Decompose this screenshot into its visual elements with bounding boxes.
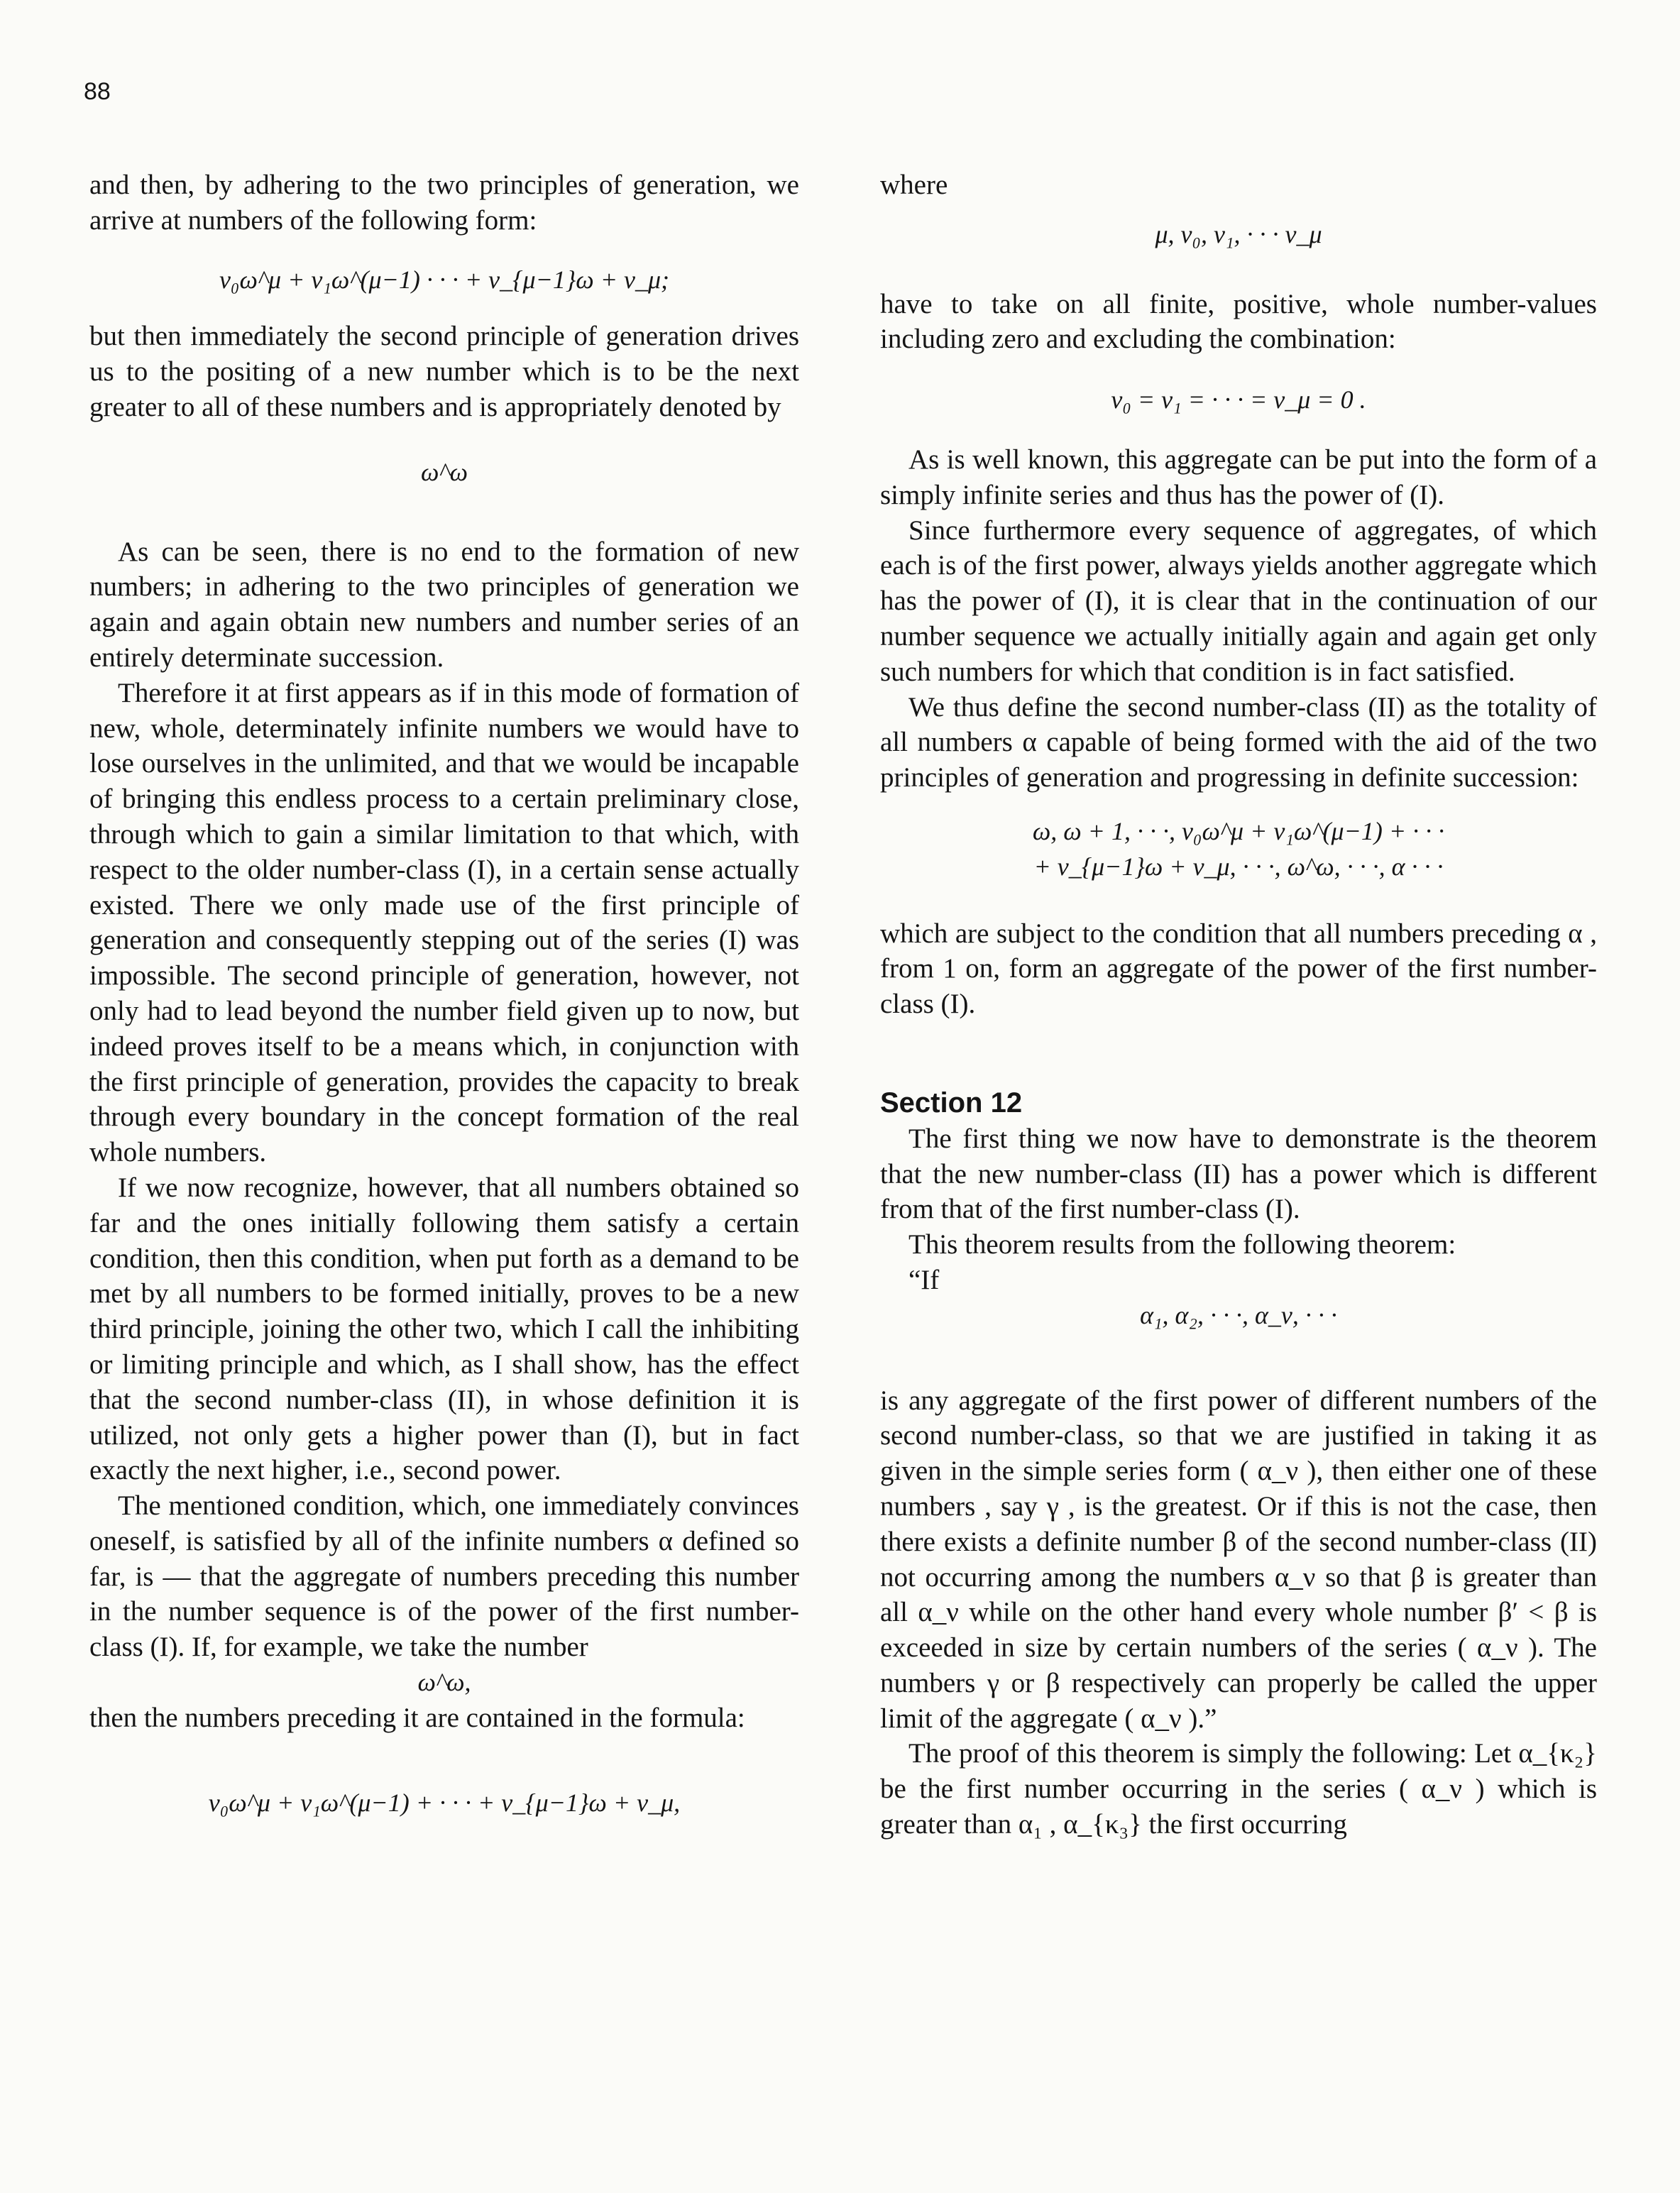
- page-number: 88: [84, 78, 111, 105]
- paragraph: and then, by adhering to the two principles of generation, we arrive at numbers of the following form:: [89, 170, 799, 236]
- paragraph: then the numbers preceding it are contained in the formula:: [89, 1702, 745, 1733]
- paragraph: Therefore it at first appears as if in this mode of formation of new, whole, determinately infinite numbers we would have to lose ourselves in the unlimited, and that we would be incapable of bringing this endless process to a certain preliminary close, through which to gain a similar limitation to that which, with respect to the older number-class (I), in a certain sense actually existed. There we only made use of the first principle of generation and consequently stepping out of the series (I) was impossible. The second principle of generation, however, not only had to lead beyond the number field given up to now, but indeed proves itself to be a means which, in conjunction with the first principle of generation, provides the capacity to break through every boundary in the concept formation of the real whole numbers.: [89, 677, 799, 1168]
- equation: ω^ω: [420, 457, 468, 486]
- equation: ω^ω,: [417, 1668, 471, 1697]
- equation: μ, ν₀, ν₁, · · · ν_μ: [1155, 219, 1322, 248]
- paragraph: where: [880, 170, 948, 200]
- left-column: [89, 167, 799, 1820]
- paragraph: As is well known, this aggregate can be put into the form of a simply infinite series and thus has the power of (I).: [880, 444, 1597, 510]
- equation: ω, ω + 1, · · ·, ν₀ω^μ + ν₁ω^(μ−1) + · · ·: [1032, 816, 1445, 845]
- right-column: [880, 167, 1597, 1842]
- equation: ν₀ω^μ + ν₁ω^(μ−1) · · · + ν_{μ−1}ω + ν_μ;: [219, 265, 670, 294]
- paragraph: This theorem results from the following theorem:: [908, 1229, 1456, 1260]
- equation: ν₀ = ν₁ = · · · = ν_μ = 0 .: [1111, 385, 1366, 414]
- paragraph: which are subject to the condition that all numbers preceding α , from 1 on, form an aggregate of the power of the first number-class (I).: [880, 918, 1597, 1020]
- paragraph: We thus define the second number-class (II) as the totality of all numbers α capable of being formed with the aid of the two principles of generation and progressing in definite succession:: [880, 691, 1597, 793]
- equation: + ν_{μ−1}ω + ν_μ, · · ·, ω^ω, · · ·, α · · ·: [1033, 852, 1444, 881]
- paragraph: As can be seen, there is no end to the formation of new numbers; in adhering to the two principles of generation we again and again obtain new numbers and number series of an entirely determinate succession.: [89, 536, 799, 673]
- paragraph: is any aggregate of the first power of different numbers of the second number-class, so that we are justified in taking it as given in the simple series form ( α_ν ), then either one of these numbers , say γ , is the greatest. Or if this is not the case, then there exists a definite number β of the second number-class (II) not occurring among the numbers α_ν so that β is greater than all α_ν while on the other hand every whole number β′ < β is exceeded in size by certain numbers of the series ( α_ν ). The numbers γ or β respectively can properly be called the upper limit of the aggregate ( α_ν ).”: [880, 1385, 1597, 1734]
- section-heading: Section 12: [880, 1087, 1023, 1119]
- paragraph: The proof of this theorem is simply the following: Let α_{κ₂} be the first number occurring in the series ( α_ν ) which is greater than α₁ , α_{κ₃} the first occurring: [880, 1738, 1597, 1840]
- paragraph: If we now recognize, however, that all numbers obtained so far and the ones initially following them satisfy a certain condition, then this condition, when put forth as a demand to be met by all numbers to be formed initially, proves to be a new third principle, joining the other two, which I call the inhibiting or limiting principle and which, as I shall show, has the effect that the second number-class (II), in whose definition it is utilized, not only gets a higher power than (I), but in fact exactly the next higher, i.e., second power.: [89, 1172, 799, 1486]
- equation: α₁, α₂, · · ·, α_ν, · · ·: [1140, 1300, 1337, 1329]
- paragraph: The mentioned condition, which, one immediately convinces oneself, is satisfied by all of the infinite numbers α defined so far, is — that the aggregate of numbers preceding this number in the number sequence is of the power of the first number-class (I). If, for example, we take the number: [89, 1490, 799, 1663]
- paragraph: Since furthermore every sequence of aggregates, of which each is of the first power, always yields another aggregate which has the power of (I), it is clear that in the continuation of our number sequence we actually initially again and again get only such numbers for which that condition is in fact satisfied.: [880, 515, 1597, 687]
- equation: ν₀ω^μ + ν₁ω^(μ−1) + · · · + ν_{μ−1}ω + ν_μ,: [208, 1788, 681, 1817]
- paragraph: “If: [908, 1264, 940, 1295]
- paragraph: but then immediately the second principle of generation drives us to the positing of a new number which is to be the next greater to all of these numbers and is appropriately denoted by: [89, 321, 799, 422]
- paragraph: The first thing we now have to demonstrate is the theorem that the new number-class (II) has a power which is different from that of the first number-class (I).: [880, 1123, 1597, 1225]
- paragraph: have to take on all finite, positive, whole number-values including zero and excluding the combination:: [880, 288, 1597, 355]
